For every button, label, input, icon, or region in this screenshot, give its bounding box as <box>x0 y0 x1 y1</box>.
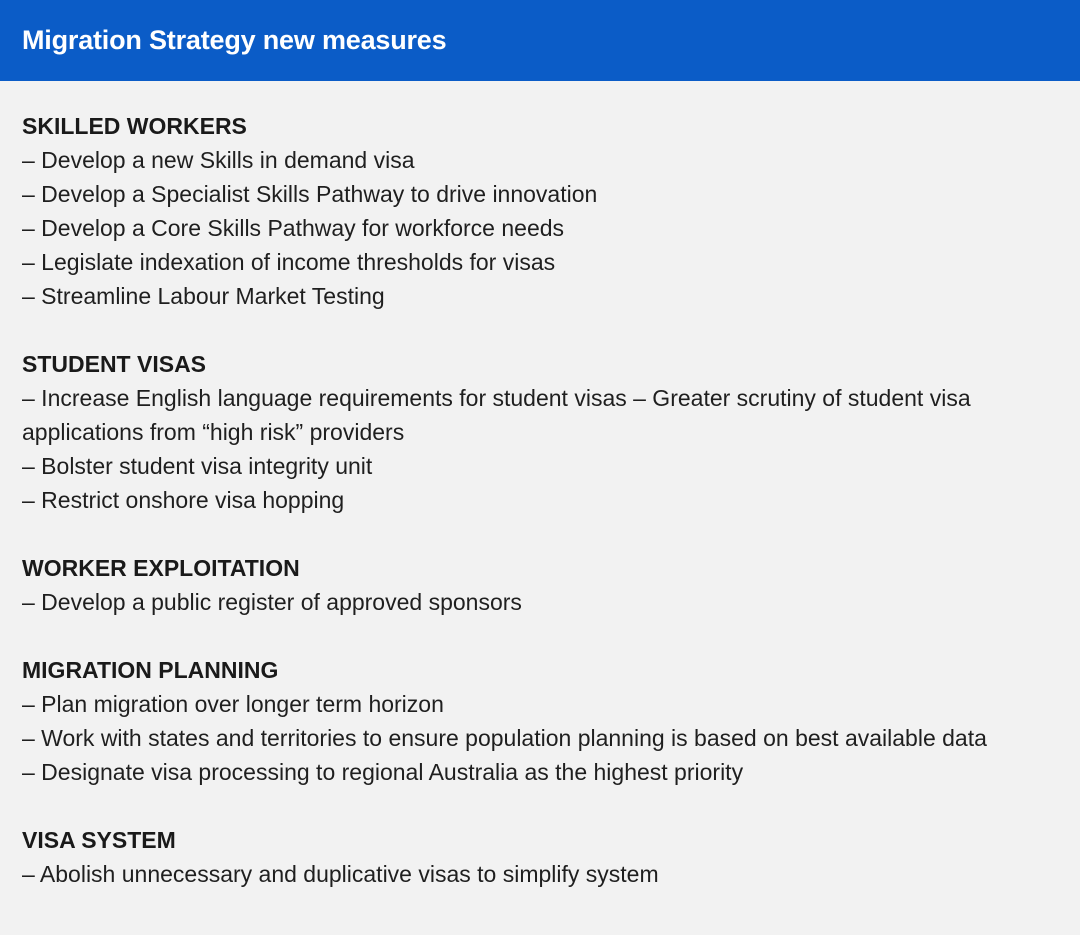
list-item: – Develop a Specialist Skills Pathway to drive innovation <box>22 181 598 207</box>
section-skilled-workers <box>22 109 1058 313</box>
section-migration-planning <box>22 653 1058 789</box>
list-item: – Abolish unnecessary and duplicative visas to simplify system <box>22 861 659 887</box>
section-heading: STUDENT VISAS <box>22 351 207 377</box>
section-student-visas <box>22 347 1058 517</box>
header-bar <box>0 0 1080 81</box>
measures-list <box>0 81 1080 891</box>
section-visa-system <box>22 823 1058 891</box>
section-heading: SKILLED WORKERS <box>22 113 247 139</box>
list-item: – Restrict onshore visa hopping <box>22 487 345 513</box>
list-item: – Streamline Labour Market Testing <box>22 283 385 309</box>
list-item: – Increase English language requirements for student visas – Greater scrutiny of student visa applications from “high risk” providers <box>22 385 971 445</box>
list-item: – Legislate indexation of income thresholds for visas <box>22 249 556 275</box>
list-item: – Develop a Core Skills Pathway for workforce needs <box>22 215 565 241</box>
page-title: Migration Strategy new measures <box>22 25 447 55</box>
section-heading: WORKER EXPLOITATION <box>22 555 300 581</box>
list-item: – Develop a new Skills in demand visa <box>22 147 415 173</box>
list-item: – Develop a public register of approved sponsors <box>22 589 522 615</box>
section-worker-exploitation <box>22 551 1058 619</box>
section-heading: VISA SYSTEM <box>22 827 176 853</box>
list-item: – Designate visa processing to regional Australia as the highest priority <box>22 759 744 785</box>
list-item: – Bolster student visa integrity unit <box>22 453 373 479</box>
section-heading: MIGRATION PLANNING <box>22 657 279 683</box>
list-item: – Plan migration over longer term horizon <box>22 691 444 717</box>
list-item: – Work with states and territories to ensure population planning is based on best available data <box>22 725 987 751</box>
